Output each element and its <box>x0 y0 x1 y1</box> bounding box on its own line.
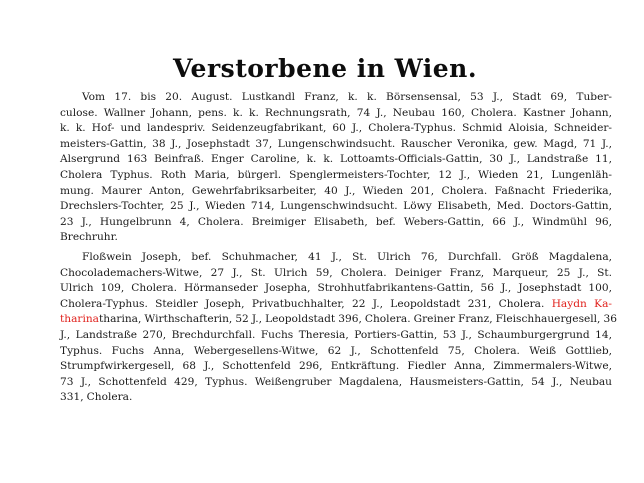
text-segment: Cholera-Typhus. Steidler Joseph, Privatbuchhalter, 22 J., Leopoldstadt 231, Cholera. <box>60 297 545 310</box>
highlighted-name: tharina <box>60 313 99 326</box>
text-line: 331, Cholera. <box>60 391 133 404</box>
text-line: Drechslers-Tochter, 25 J., Wieden 714, Lungenschwindsucht. Löwy Elisabeth, Med. Doctors-Gattin, <box>60 200 612 213</box>
text-line: Vom 17. bis 20. August. Lustkandl Franz, k. k. Börsensensal, 53 J., Stadt 69, Tuber- <box>82 91 612 103</box>
text-line: Brechruhr. <box>60 231 118 244</box>
text-line: J., Landstraße 270, Brechdurchfall. Fuchs Theresia, Portiers-Gattin, 53 J., Schaumburgergrund 14, <box>60 328 612 341</box>
text-segment: tharina, Wirthschafterin, 52 J., Leopoldstadt 396, Cholera. Greiner Franz, Fleischhauergesell, 36 <box>99 313 617 326</box>
text-line: 23 J., Hungelbrunn 4, Cholera. Breimiger Elisabeth, bef. Webers-Gattin, 66 J., Windmühl 96, <box>60 215 612 228</box>
paragraph-2 <box>38 250 617 406</box>
text-line: mung. Maurer Anton, Gewehrfabriksarbeiter, 40 J., Wieden 201, Cholera. Faßnacht Friederika, <box>60 184 612 197</box>
text-line-with-highlight <box>38 297 612 313</box>
text-line: k. k. Hof- und landespriv. Seidenzeugfabrikant, 60 J., Cholera-Typhus. Schmid Aloisia, Schneider- <box>60 122 612 135</box>
text-line-with-highlight <box>38 312 617 328</box>
text-line: Alsergrund 163 Beinfraß. Enger Caroline, k. k. Lottoamts-Officials-Gattin, 30 J., Landstraße 11, <box>60 153 612 166</box>
text-line: culose. Wallner Johann, pens. k. k. Rechnungsrath, 74 J., Neubau 160, Cholera. Kastner Johann, <box>60 106 612 119</box>
text-line: Chocolademachers-Witwe, 27 J., St. Ulrich 59, Cholera. Deiniger Franz, Marqueur, 25 J., St. <box>60 266 612 279</box>
paragraph-1 <box>38 90 612 246</box>
text-line: Typhus. Fuchs Anna, Webergesellens-Witwe, 62 J., Schottenfeld 75, Cholera. Weiß Gottlieb, <box>60 344 612 357</box>
text-line: meisters-Gattin, 38 J., Josephstadt 37, Lungenschwindsucht. Rauscher Veronika, gew. Magd, 71 J., <box>60 137 612 150</box>
highlighted-name: Haydn Ka- <box>551 297 612 310</box>
text-line: Ulrich 109, Cholera. Hörmanseder Josepha, Strohhutfabrikantens-Gattin, 56 J., Josephstadt 100, <box>60 282 612 295</box>
text-line: 73 J., Schottenfeld 429, Typhus. Weißengruber Magdalena, Hausmeisters-Gattin, 54 J., Neubau <box>60 375 612 388</box>
newspaper-clipping <box>38 54 617 406</box>
text-line: Strumpfwirkergesell, 68 J., Schottenfeld 296, Entkräftung. Fiedler Anna, Zimmermalers-Witwe, <box>60 360 612 373</box>
headline: Verstorbene in Wien. <box>172 54 478 83</box>
text-line: Cholera Typhus. Roth Maria, bürgerl. Spenglermeisters-Tochter, 12 J., Wieden 21, Lungenläh- <box>60 168 612 181</box>
text-line: Floßwein Joseph, bef. Schuhmacher, 41 J., St. Ulrich 76, Durchfall. Größ Magdalena, <box>82 250 612 263</box>
